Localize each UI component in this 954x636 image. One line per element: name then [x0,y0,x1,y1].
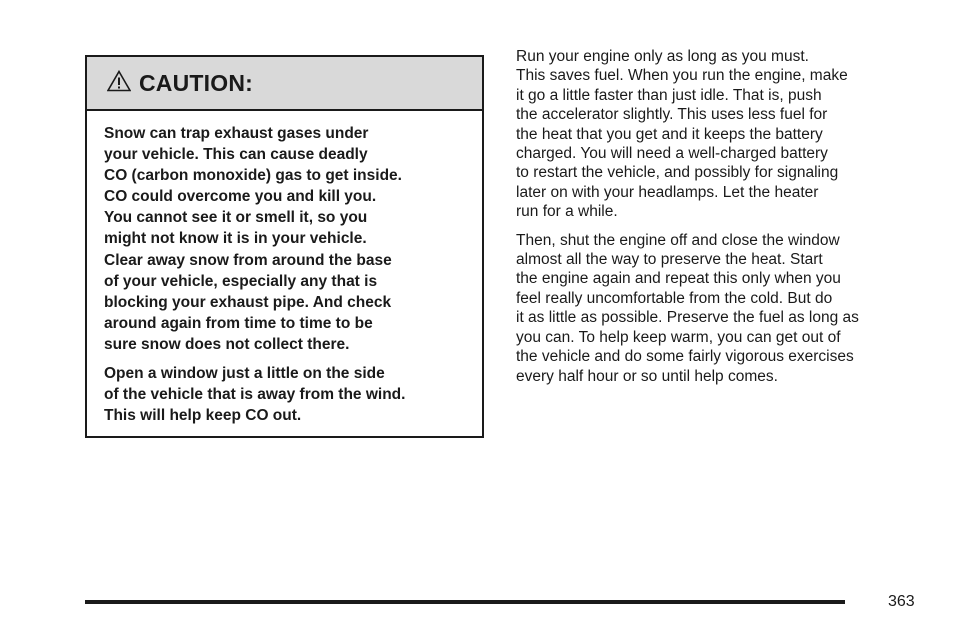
caution-paragraph: Snow can trap exhaust gases under your vehicle. This can cause deadly CO (carbon monoxide) gas to get inside. CO could overcome you and kill you. You cannot see it or smell it, so you might not know it is in your vehicle. Clear away snow from around the base of your vehicle, especially any that is blocking your exhaust pipe. And check around again from time to time to be sure snow does not collect there. [104,125,402,353]
caution-title: CAUTION: [139,69,254,96]
caution-header [87,57,482,111]
footer-rule [85,600,845,604]
caution-body [104,123,474,434]
body-paragraph: Run your engine only as long as you must. This saves fuel. When you run the engine, make it go a little faster than just idle. That is, push the accelerator slightly. This uses less fuel for the heat that you get and it keeps the battery charged. You will need a well-charged battery to restart the vehicle, and possibly for signaling later on with your headlamps. Let the heater run for a while. [516,48,848,221]
body-paragraph: Then, shut the engine off and close the window almost all the way to preserve the heat. Start the engine again and repeat this only when you feel really uncomfortable from the cold. But do it as little as possible. Preserve the fuel as long as you can. To help keep warm, you can get out of the vehicle and do some fairly vigorous exercises every half hour or so until help comes. [516,231,859,385]
caution-paragraph: Open a window just a little on the side of the vehicle that is away from the wind. This will help keep CO out. [104,365,406,425]
warning-triangle-icon [107,70,131,92]
caution-box [85,55,484,438]
page-number: 363 [888,593,915,610]
body-text-column [516,47,936,395]
